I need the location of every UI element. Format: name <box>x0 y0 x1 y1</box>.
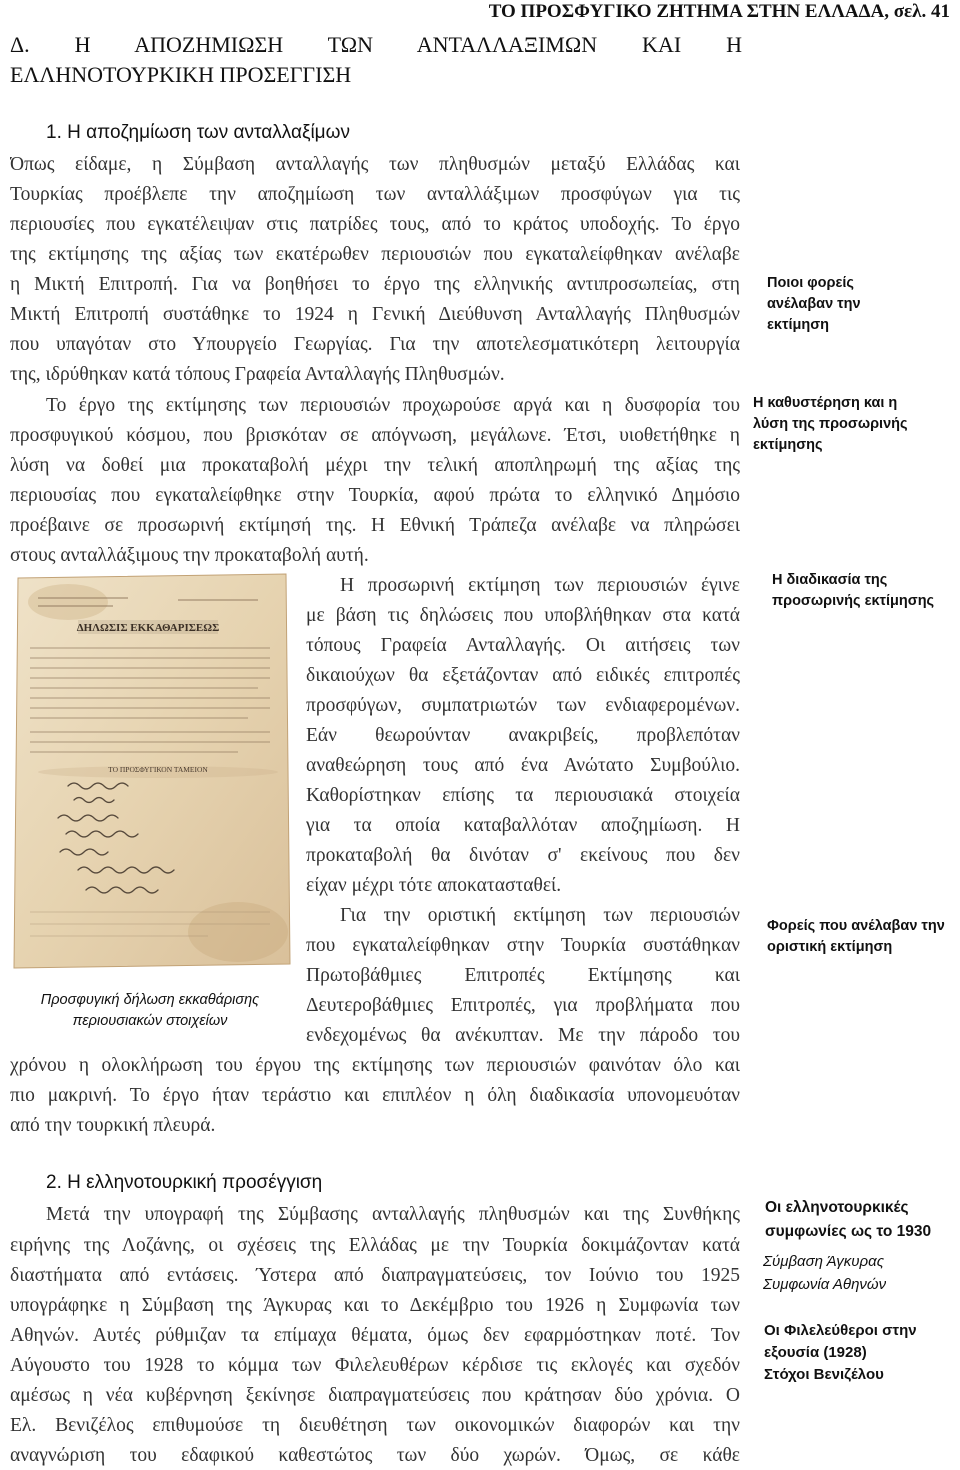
section1-line: Μικτή Επιτροπή συστάθηκε το 1924 η Γενική Διεύθυνση Ανταλλαγής Πληθυσμών <box>10 304 740 325</box>
section2-line: Μετά την υπογραφή της Σύμβασης ανταλλαγής πληθυσμών και της Συνθήκης <box>46 1204 740 1225</box>
section1-line: της, ιδρύθηκαν κατά τόπους Γραφεία Ανταλλαγής Πληθυσμών. <box>10 364 505 385</box>
narrow-line: ενδεχομένως θα ανέκυπταν. Με την πάροδο του <box>306 1025 740 1046</box>
section2-heading: 2. Η ελληνοτουρκική προσέγγιση <box>46 1172 323 1193</box>
section1-line: στους ανταλλάξιμους την προκαταβολή αυτή. <box>10 545 369 566</box>
figure-caption: Προσφυγική δήλωση εκκαθάρισης περιουσιακών στοιχείων <box>40 992 260 1029</box>
section2-line: υπογράφηκε η Σύμβαση της Άγκυρας και το Δεκέμβριο του 1926 η Συμφωνία των <box>10 1295 740 1316</box>
sidenote-final-assessment: Φορείς που ανέλαβαν την οριστική εκτίμηση <box>767 918 945 955</box>
narrow-line: με βάση τις δηλώσεις που υποβλήθηκαν στα κατά <box>306 605 740 626</box>
section1-line: προέβαινε σε προσωρινή εκτίμησή της. Η Εθνική Τράπεζα ανέλαβε να πληρώσει <box>10 515 740 536</box>
narrow-line: είχαν μέχρι τότε αποκατασταθεί. <box>306 875 562 896</box>
chapter-title-line2: ΕΛΛΗΝΟΤΟΥΡΚΙΚΗ ΠΡΟΣΕΓΓΙΣΗ <box>10 62 352 87</box>
section1-line: που υπαγόταν στο Υπουργείο Γεωργίας. Για την αποτελεσματικότερη λειτουργία <box>10 334 740 355</box>
narrow-line: Εάν θεωρούνταν ανακριβείς, προβλεπόταν <box>306 725 740 746</box>
section2-line: Αύγουστο του 1928 το κόμμα των Φιλελευθέρων κέρδισε τις εκλογές και σχεδόν <box>10 1355 740 1376</box>
sidenote-agreements-list: Σύμβαση Άγκυρας Συμφωνία Αθηνών <box>763 1253 887 1293</box>
narrow-line: προσφύγων, συμπατριωτών των ενδιαφερομένων. <box>306 695 740 716</box>
sidenote-provisional-procedure: Η διαδικασία της προσωρινής εκτίμησης <box>772 572 935 609</box>
sidenote-agencies: Ποιοι φορείς ανέλαβαν την εκτίμηση <box>767 275 861 333</box>
narrow-line: αναθεώρηση τους από ένα Ανώτατο Συμβούλιο. <box>306 755 740 776</box>
narrow-line: Δευτεροβάθμιες Επιτροπές, για προβλήματα που <box>306 995 740 1016</box>
refugee-declaration-document <box>8 572 293 972</box>
narrow-line: Για την οριστική εκτίμηση των περιουσιών <box>340 905 740 926</box>
section1-line: Όπως είδαμε, η Σύμβαση ανταλλαγής των πληθυσμών μεταξύ Ελλάδας και <box>10 154 740 175</box>
sidenote-delay: Η καθυστέρηση και η λύση της προσωρινής εκτίμησης <box>753 395 908 453</box>
section1-heading: 1. Η αποζημίωση των ανταλλαξίμων <box>46 122 350 143</box>
section1-line: Τουρκίας προέβλεπε την αποζημίωση των ανταλλάξιμων προσφύγων για τις <box>10 184 740 205</box>
tail-line: χρόνου η ολοκλήρωση του έργου της εκτίμησης των περιουσιών φαινόταν όλο και <box>10 1055 740 1076</box>
sidenote-liberals: Οι Φιλελεύθεροι στην εξουσία (1928) Στόχοι Βενιζέλου <box>764 1322 917 1383</box>
document-title: ΔΗΛΩΣΙΣ ΕΚΚΑΘΑΡΙΣΕΩΣ <box>76 622 220 634</box>
narrow-line: Καθορίστηκαν επίσης τα περιουσιακά στοιχεία <box>306 785 740 806</box>
section2-line: αναγνώριση του εδαφικού καθεστώτος των δύο χωρών. Όμως, σε κάθε <box>10 1445 740 1466</box>
sidenote-agreements: Οι ελληνοτουρκικές συμφωνίες ως το 1930 <box>765 1199 932 1240</box>
running-header: ΤΟ ΠΡΟΣΦΥΓΙΚΟ ΖΗΤΗΜΑ ΣΤΗΝ ΕΛΛΑΔΑ, σελ. 41 <box>488 1 950 22</box>
document-image <box>8 572 293 972</box>
section1-line: περιουσίας που εγκαταλείφθηκε στην Τουρκία, αφού πρώτα το ελληνικό Δημόσιο <box>10 485 740 506</box>
section1-line: λύση να δοθεί μια προκαταβολή μέχρι την τελική αποπληρωμή της αξίας της <box>10 455 740 476</box>
narrow-line: που εγκαταλείφθηκαν στην Τουρκία συστάθηκαν <box>306 935 740 956</box>
narrow-line: προκαταβολή θα δινόταν σ' εκείνους που δεν <box>306 845 740 866</box>
narrow-line: δικαιούχων θα εξετάζονταν από ειδικές επιτροπές <box>306 665 740 686</box>
section2-line: διαστήματα από εντάσεις. Ύστερα από διαπραγματεύσεις, τον Ιούνιο του 1925 <box>10 1265 740 1286</box>
section1-line: η Μικτή Επιτροπή. Για να βοηθήσει το έργο της ελληνικής αντιπροσωπείας, στη <box>10 274 740 295</box>
section1-line: περιουσίες που εγκατέλειψαν στις πατρίδες τους, από το κράτος υποδοχής. Το έργο <box>10 214 740 235</box>
section2-line: Αθηνών. Αυτές ρύθμιζαν τα επίμαχα θέματα, όμως δεν εφαρμόστηκαν ποτέ. Τον <box>10 1325 740 1346</box>
narrow-line: Πρωτοβάθμιες Επιτροπές Εκτίμησης και <box>306 965 740 986</box>
section2-line: ειρήνης της Λοζάνης, οι σχέσεις της Ελλάδας με την Τουρκία δοκιμάζονταν κατά <box>10 1235 740 1256</box>
chapter-title-line1: Δ. Η ΑΠΟΖΗΜΙΩΣΗ ΤΩΝ ΑΝΤΑΛΛΑΞΙΜΩΝ ΚΑΙ Η <box>10 32 742 57</box>
narrow-line: τόπους Γραφεία Ανταλλαγής. Οι αιτήσεις των <box>306 635 740 656</box>
tail-line: από την τουρκική πλευρά. <box>10 1115 216 1136</box>
tail-line: πιο μακρινή. Το έργο ήταν τεράστιο και επιπλέον η όλη διαδικασία υπονομευόταν <box>10 1085 740 1106</box>
narrow-line: για τα οποία καταβαλλόταν αποζημίωση. Η <box>306 815 740 836</box>
section2-line: αμέσως η νέα κυβέρνηση ξεκίνησε διαπραγματεύσεις που κράτησαν δύο χρόνια. Ο <box>10 1385 740 1406</box>
section1-line: Το έργο της εκτίμησης των περιουσιών προχωρούσε αργά και η δυσφορία του <box>46 395 740 416</box>
section2-line: Ελ. Βενιζέλος επιθυμούσε τη διευθέτηση των οικονομικών διαφορών και την <box>10 1415 740 1436</box>
document-subtitle: ΤΟ ΠΡΟΣΦΥΓΙΚΟΝ ΤΑΜΕΙΟΝ <box>108 765 208 774</box>
narrow-line: Η προσωρινή εκτίμηση των περιουσιών έγινε <box>340 575 740 596</box>
section1-line: της εκτίμησης της αξίας των εκατέρωθεν περιουσιών που εγκαταλείφθηκαν ανέλαβε <box>10 244 740 265</box>
section1-line: προσφυγικού κόσμου, που βρισκόταν σε απόγνωση, μεγάλωνε. Έτσι, υιοθετήθηκε η <box>10 425 740 446</box>
